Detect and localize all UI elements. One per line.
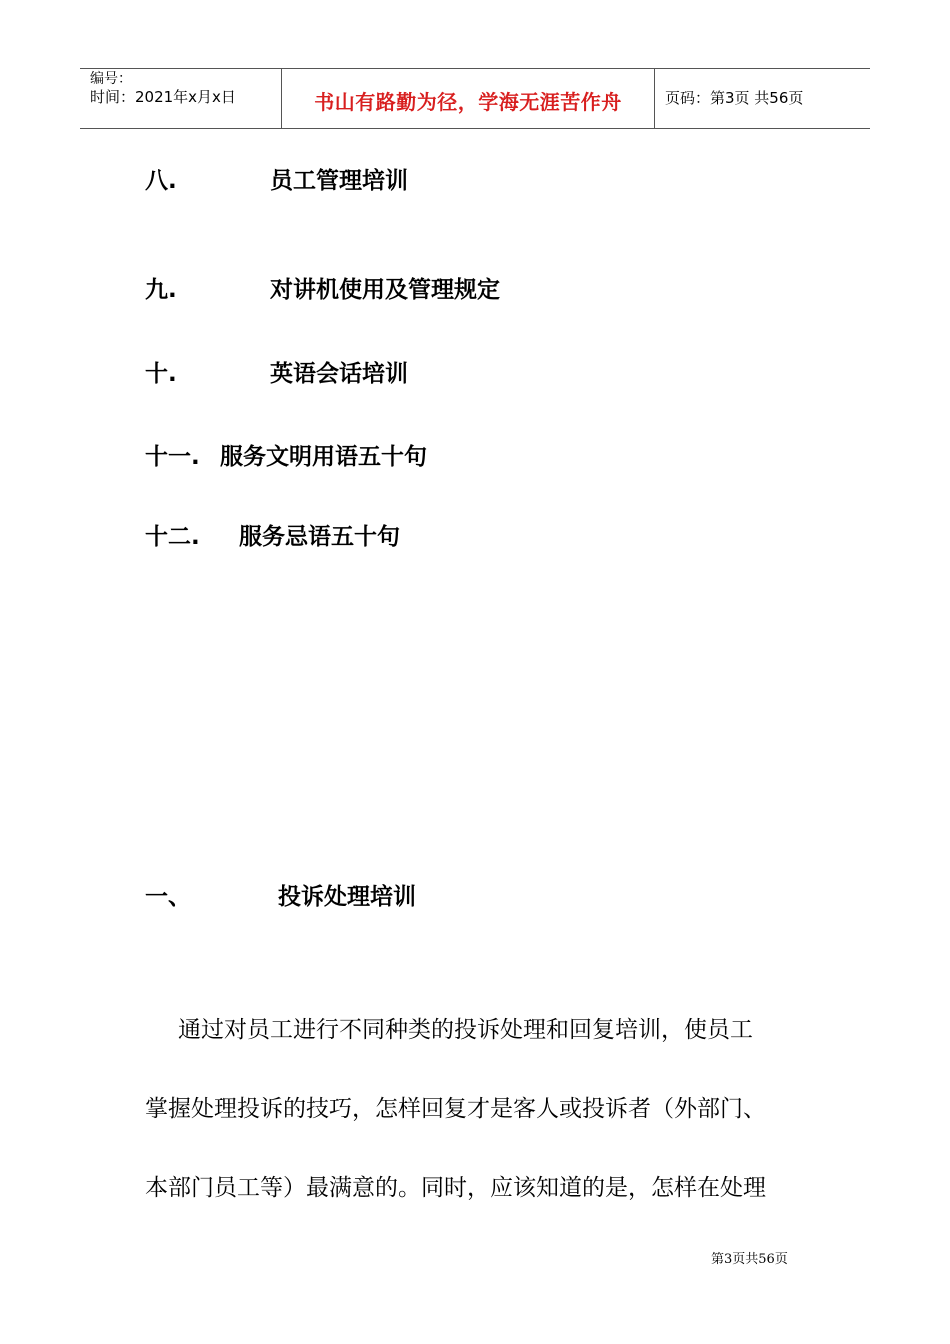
header-meta-cell bbox=[80, 69, 282, 128]
paragraph-line: 掌握处理投诉的技巧，怎样回复才是客人或投诉者（外部门、 bbox=[145, 1096, 766, 1122]
toc-item-number: 八. bbox=[145, 168, 177, 194]
toc-item-number: 十一. bbox=[145, 444, 200, 470]
page-header bbox=[80, 68, 870, 129]
toc-item-number: 十. bbox=[145, 361, 177, 387]
toc-item bbox=[145, 359, 408, 389]
serial-label: 编号： bbox=[90, 71, 132, 87]
toc-item-title: 对讲机使用及管理规定 bbox=[270, 277, 500, 303]
paragraph-line: 通过对员工进行不同种类的投诉处理和回复培训，使员工 bbox=[178, 1017, 753, 1043]
section-title: 投诉处理培训 bbox=[278, 884, 416, 910]
time-label: 时间：2021年x月x日 bbox=[90, 88, 236, 106]
footer-page-number: 第3页共56页 bbox=[711, 1252, 788, 1267]
toc-item bbox=[145, 166, 408, 196]
paragraph-line: 本部门员工等）最满意的。同时，应该知道的是，怎样在处理 bbox=[145, 1175, 766, 1201]
toc-item-title: 员工管理培训 bbox=[270, 168, 408, 194]
toc-item-number: 十二. bbox=[145, 524, 200, 550]
toc-item bbox=[145, 522, 400, 552]
header-page-cell bbox=[655, 69, 870, 128]
toc-item-title: 英语会话培训 bbox=[270, 361, 408, 387]
header-motto-cell bbox=[282, 69, 655, 128]
header-page-number: 页码：第3页 共56页 bbox=[665, 89, 804, 107]
header-motto: 书山有路勤为径，学海无涯苦作舟 bbox=[314, 90, 622, 114]
toc-item-title: 服务忌语五十句 bbox=[239, 524, 400, 550]
section-heading bbox=[145, 882, 416, 912]
toc-item bbox=[145, 442, 427, 472]
toc-item bbox=[145, 275, 500, 305]
toc-item-number: 九. bbox=[145, 277, 177, 303]
section-number: 一、 bbox=[145, 884, 191, 910]
toc-item-title: 服务文明用语五十句 bbox=[220, 444, 427, 470]
